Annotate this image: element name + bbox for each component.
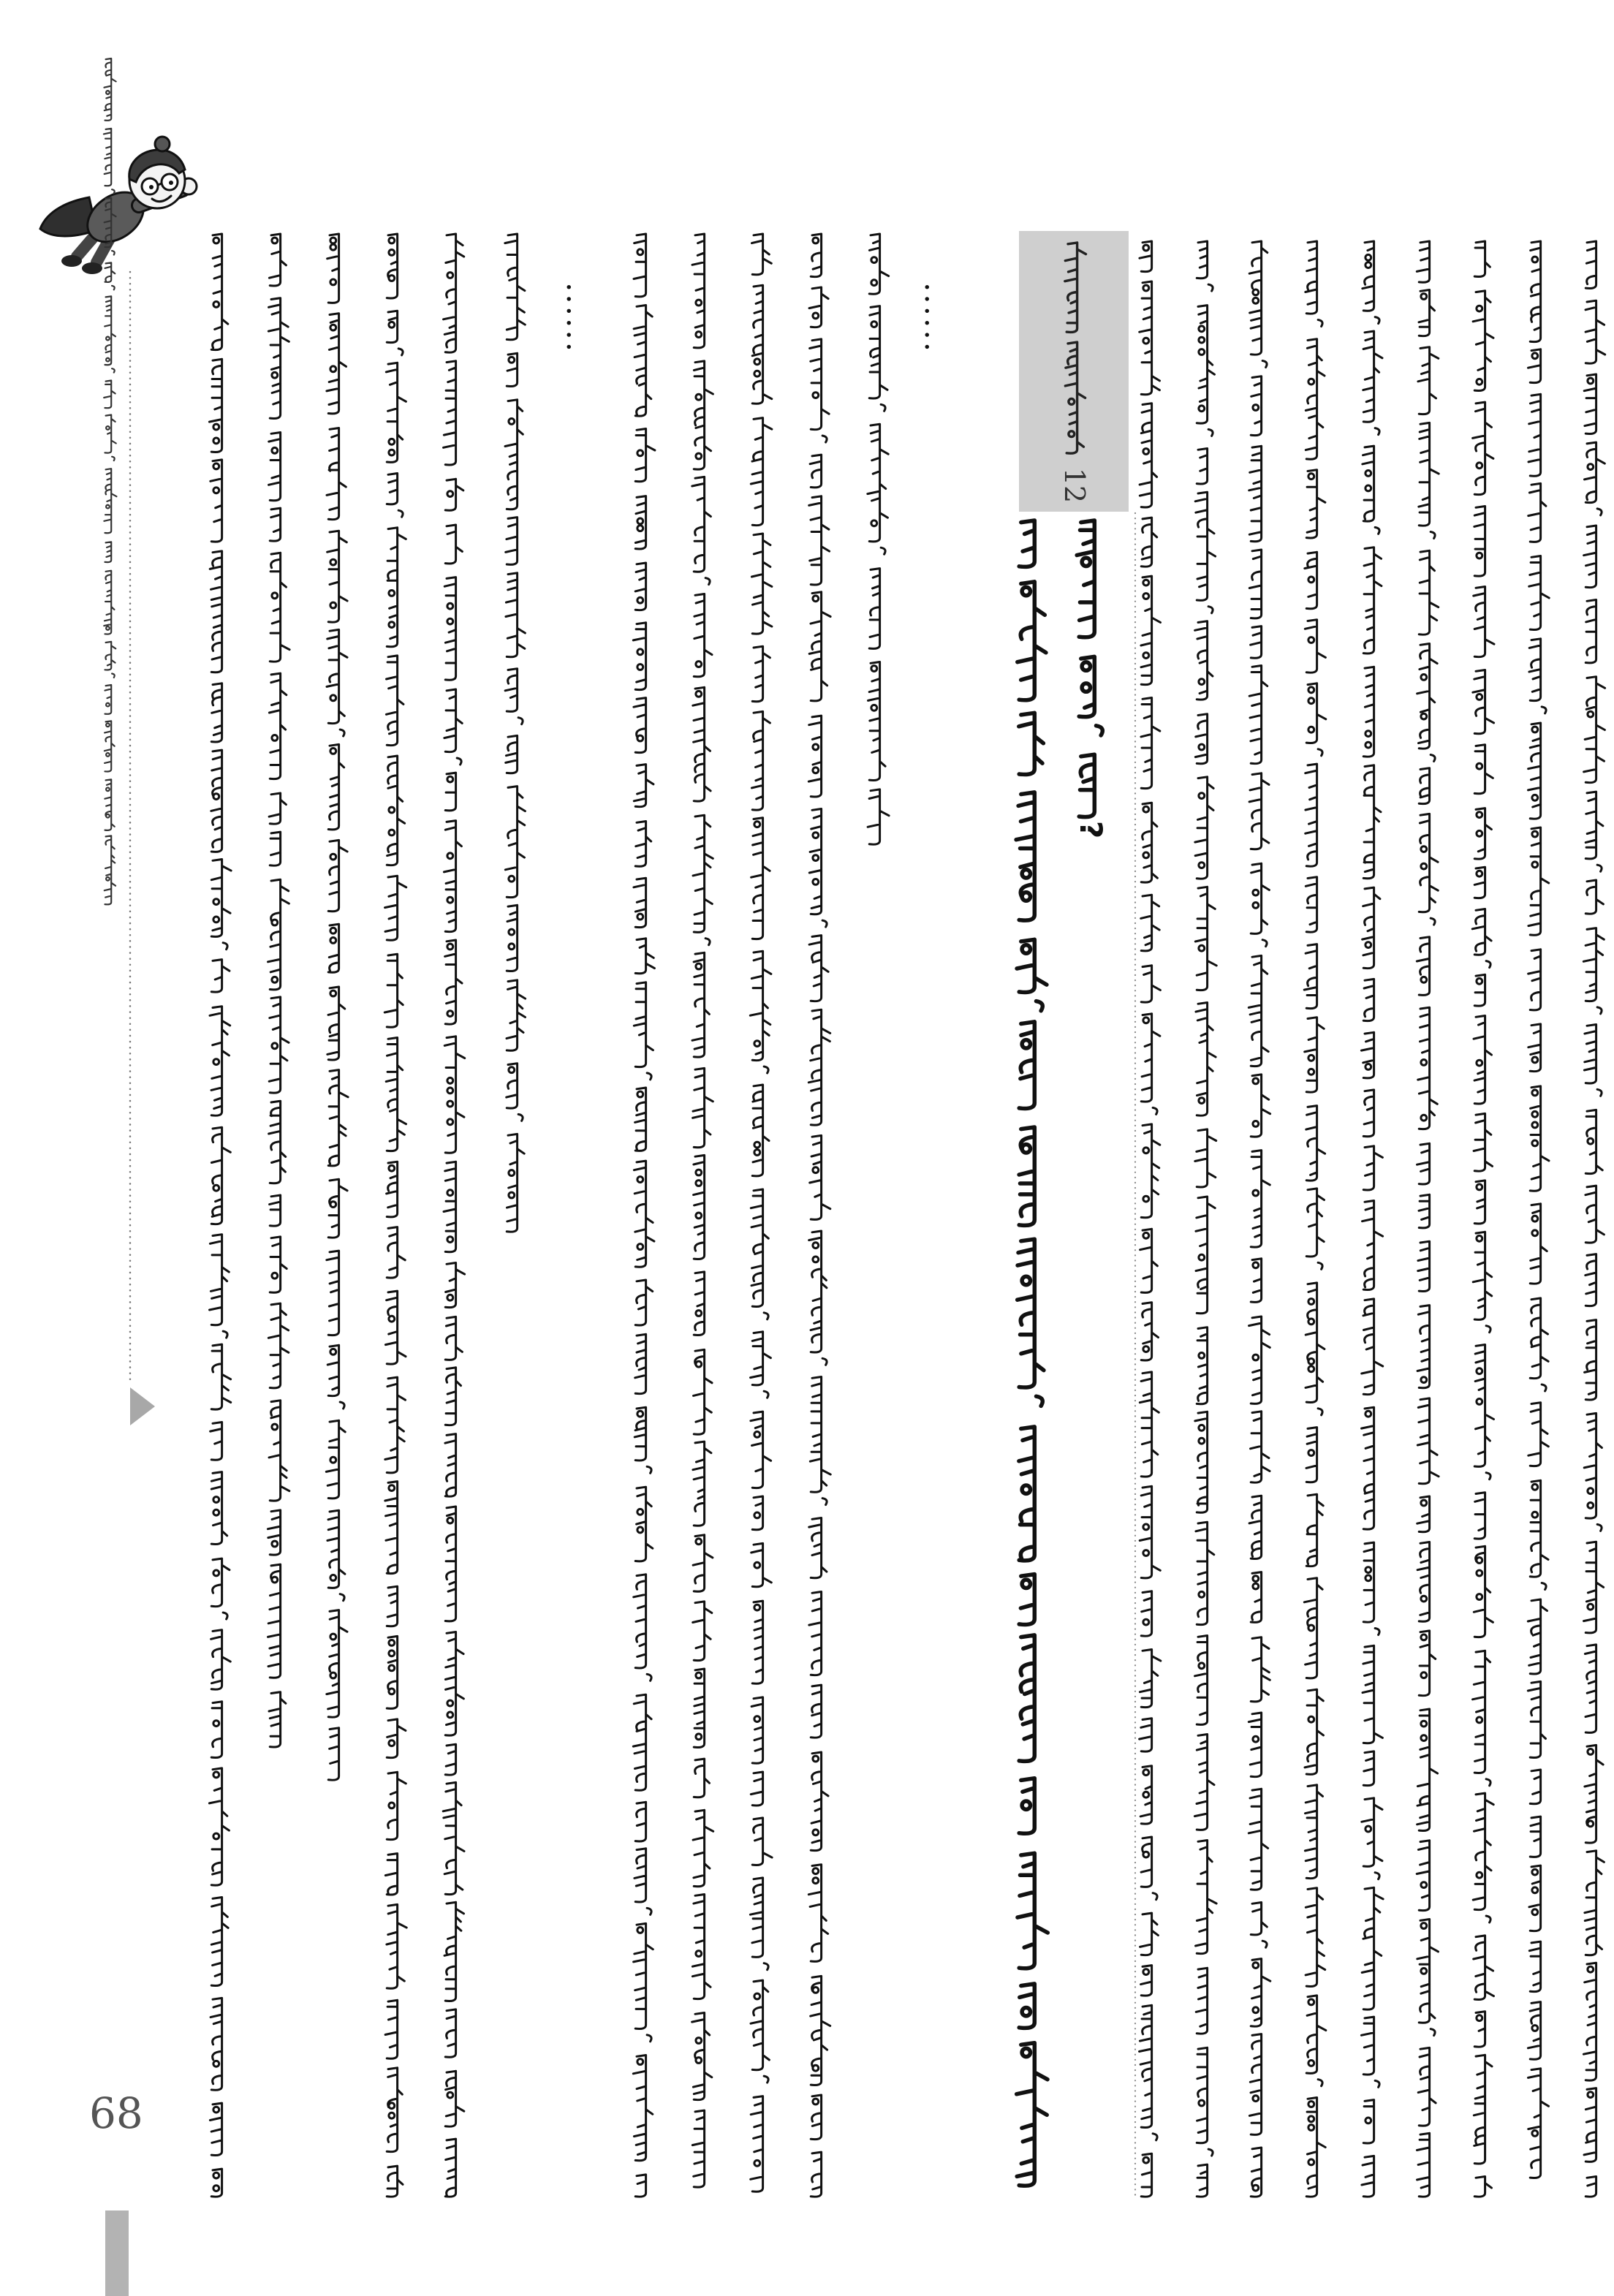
title-question-mark: ? [1073, 820, 1109, 839]
ellipsis-line: ...... [560, 281, 596, 355]
body-text-column-strokes [1304, 241, 1326, 2197]
body-text-column-strokes [1417, 241, 1439, 2197]
body-text-column-strokes [868, 234, 889, 844]
body-text-column-strokes [1528, 241, 1549, 2178]
section-number: 12 [1058, 467, 1091, 504]
body-text-column [868, 234, 889, 844]
running-header-text-strokes [104, 58, 117, 904]
body-text-column [750, 234, 772, 2191]
body-text-column-strokes [1140, 241, 1161, 2197]
body-text-column-strokes [1361, 241, 1383, 2197]
section-label-text-strokes [1065, 243, 1086, 453]
body-text-column [505, 234, 526, 1232]
thumb-tab [105, 2210, 129, 2296]
body-text-column-strokes [209, 234, 231, 2197]
body-text-column-strokes [1194, 241, 1216, 2197]
body-text-column [633, 234, 655, 2197]
body-text-column-strokes [505, 234, 526, 1232]
body-text-column-strokes [692, 234, 713, 2187]
body-text-column [1417, 241, 1439, 2197]
body-text-column [1140, 241, 1161, 2197]
body-text-column-strokes [268, 234, 289, 1747]
body-text-column-strokes [1249, 241, 1270, 2197]
body-text-column [326, 234, 348, 1780]
body-text-column [384, 234, 406, 2197]
body-text-column [1249, 241, 1270, 2197]
running-header-text [104, 58, 117, 904]
body-text-column [1361, 241, 1383, 2197]
section-label-text [1065, 243, 1086, 453]
body-text-column [443, 234, 465, 2197]
body-text-column [1583, 241, 1604, 2197]
body-text-column-strokes [326, 234, 348, 1780]
ellipsis-line: ...... [918, 281, 954, 355]
body-text-column [1472, 241, 1494, 2197]
running-header-triangle-marker [130, 1387, 155, 1425]
body-text-column-strokes [443, 234, 465, 2197]
body-text-column-strokes [750, 234, 772, 2191]
body-text-column [268, 234, 289, 1747]
body-text-column-strokes [1472, 241, 1494, 2197]
page-number: 68 [89, 2088, 143, 2138]
body-text-column [1304, 241, 1326, 2197]
body-text-column-strokes [808, 234, 830, 2197]
body-text-column-strokes [633, 234, 655, 2197]
section-title-line-1-strokes [1016, 520, 1047, 2186]
body-text-column [1194, 241, 1216, 2197]
section-title-line-2-strokes [1077, 520, 1102, 817]
section-title-line-1 [1016, 520, 1047, 2186]
body-text-column [808, 234, 830, 2197]
body-text-column [209, 234, 231, 2197]
body-text-column [1528, 241, 1549, 2178]
body-text-column-strokes [1583, 241, 1604, 2197]
body-text-column-strokes [384, 234, 406, 2197]
section-title-line-2 [1077, 520, 1102, 817]
body-text-column [692, 234, 713, 2187]
